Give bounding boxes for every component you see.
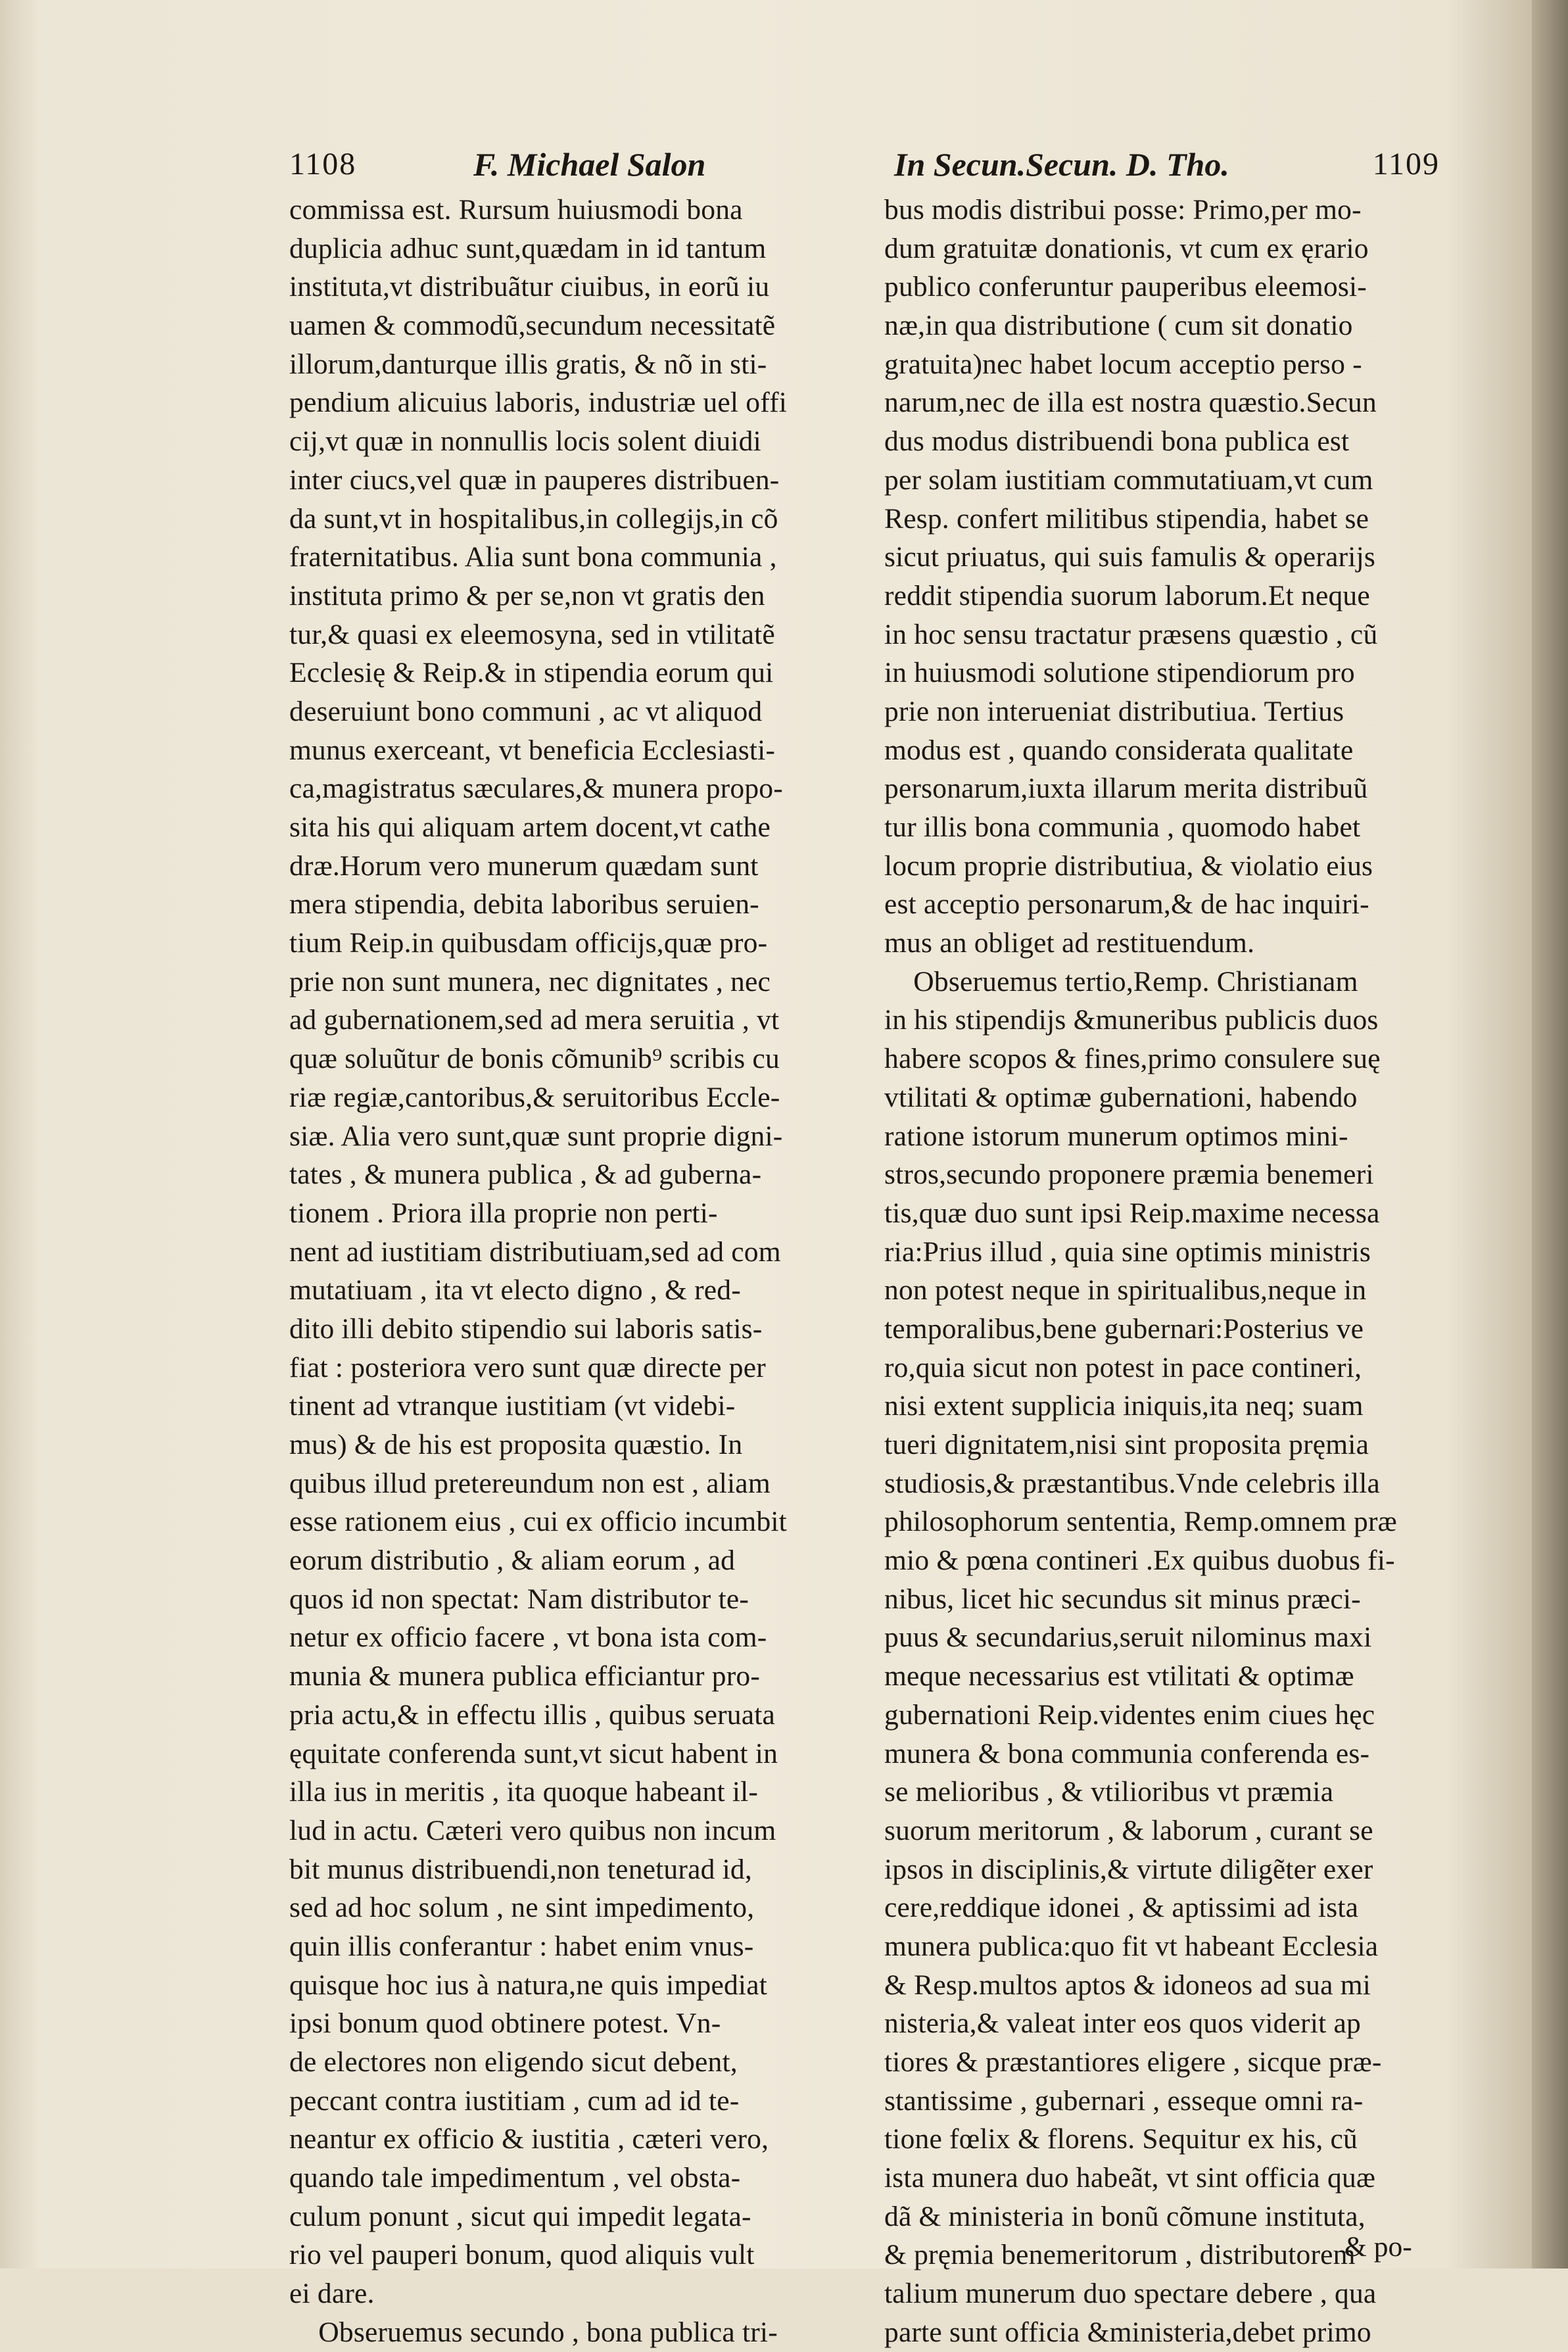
text-line: tione fœlix & florens. Sequitur ex his, cũ bbox=[884, 2123, 1358, 2155]
text-line: tium Reip.in quibusdam officijs,quæ pro- bbox=[289, 927, 768, 959]
text-line: ipsos in disciplinis,& virtute diligẽter exer bbox=[884, 1853, 1373, 1885]
text-line: est acceptio personarum,& de hac inquiri- bbox=[884, 888, 1369, 921]
running-title-right: In Secun.Secun. D. Tho. bbox=[894, 146, 1229, 183]
text-line: dus modus distribuendi bona publica est bbox=[884, 425, 1350, 458]
text-line: sed ad hoc solum , ne sint impedimento, bbox=[289, 1892, 755, 1924]
text-line: illa ius in meritis , ita quoque habeant il- bbox=[289, 1776, 759, 1808]
text-column-left bbox=[289, 191, 835, 2352]
text-line: in hoc sensu tractatur præsens quæstio , cũ bbox=[884, 618, 1378, 650]
text-line: rio vel pauperi bonum, quod aliquis vult bbox=[289, 2239, 755, 2271]
text-line: riæ regiæ,cantoribus,& seruitoribus Eccle- bbox=[289, 1081, 780, 1113]
text-line: da sunt,vt in hospitalibus,in collegijs,in cõ bbox=[289, 502, 778, 535]
text-line: suorum meritorum , & laborum , curant se bbox=[884, 1814, 1373, 1846]
text-line: modus est , quando considerata qualitate bbox=[884, 734, 1354, 766]
text-line: tueri dignitatem,nisi sint proposita pręmia bbox=[884, 1429, 1369, 1460]
text-line: gubernationi Reip.videntes enim ciues hęc bbox=[884, 1698, 1375, 1731]
text-line: inter ciucs,vel quæ in pauperes distribuen- bbox=[289, 464, 780, 496]
text-line: lud in actu. Cæteri vero quibus non incum bbox=[289, 1814, 776, 1846]
text-line: se melioribus , & vtilioribus vt præmia bbox=[884, 1776, 1334, 1808]
text-line: non potest neque in spiritualibus,neque in bbox=[884, 1274, 1367, 1307]
text-line: reddit stipendia suorum laborum.Et neque bbox=[884, 579, 1370, 612]
page-number-left: 1108 bbox=[289, 147, 357, 181]
page-number-right: 1109 bbox=[1372, 147, 1440, 181]
text-line: netur ex officio facere , vt bona ista com- bbox=[289, 1621, 767, 1654]
text-line: studiosis,& præstantibus.Vnde celebris illa bbox=[884, 1467, 1381, 1499]
text-line: & pręmia benemeritorum , distributorem bbox=[884, 2239, 1356, 2271]
text-line: dum gratuitæ donationis, vt cum ex ęrario bbox=[884, 232, 1369, 264]
text-line: philosophorum sententia, Remp.omnem præ bbox=[884, 1506, 1397, 1538]
text-line: temporalibus,bene gubernari:Posterius ve bbox=[884, 1312, 1364, 1345]
text-line: sicut priuatus, qui suis famulis & operarijs bbox=[884, 541, 1376, 573]
text-line: dã & ministeria in bonũ cõmune instituta, bbox=[884, 2200, 1366, 2232]
text-line: prie non sunt munera, nec dignitates , nec bbox=[289, 965, 771, 997]
text-line: nibus, licet hic secundus sit minus præci- bbox=[884, 1583, 1361, 1615]
text-line: tiores & præstantiores eligere , sicque præ- bbox=[884, 2046, 1382, 2078]
text-column-right bbox=[884, 191, 1430, 2352]
text-line: dito illi debito stipendio sui laboris satis- bbox=[289, 1312, 763, 1345]
text-line: dræ.Horum vero munerum quædam sunt bbox=[289, 850, 759, 882]
text-line: prie non interueniat distributiua. Tertius bbox=[884, 695, 1344, 727]
text-line: quibus illud pretereundum non est , aliam bbox=[289, 1467, 771, 1499]
text-line: talium munerum duo spectare debere , qua bbox=[884, 2278, 1377, 2310]
text-line: habere scopos & fines,primo consulere suę bbox=[884, 1043, 1381, 1075]
text-line: nent ad iustitiam distributiuam,sed ad com bbox=[289, 1236, 781, 1268]
text-line: mutatiuam , ita vt electo digno , & red- bbox=[289, 1274, 741, 1307]
text-line: stros,secundo proponere præmia benemeri bbox=[884, 1159, 1374, 1191]
text-line: munus exerceant, vt beneficia Ecclesiasti- bbox=[289, 734, 776, 766]
text-line: ęquitate conferenda sunt,vt sicut habent in bbox=[289, 1737, 778, 1769]
text-line: tionem . Priora illa proprie non perti- bbox=[289, 1197, 718, 1229]
text-line: vtilitati & optimæ gubernationi, habendo bbox=[884, 1081, 1358, 1113]
text-line: duplicia adhuc sunt,quædam in id tantum bbox=[289, 232, 767, 264]
text-line: & Resp.multos aptos & idoneos ad sua mi bbox=[884, 1969, 1371, 2001]
text-line: ei dare. bbox=[289, 2278, 375, 2310]
text-line: Obseruemus secundo , bona publica tri- bbox=[289, 2316, 778, 2348]
text-line: de electores non eligendo sicut debent, bbox=[289, 2046, 738, 2078]
text-line: fiat : posteriora vero sunt quæ directe per bbox=[289, 1351, 766, 1383]
text-line: peccant contra iustitiam , cum ad id te- bbox=[289, 2084, 740, 2117]
text-line: nisi extent supplicia iniquis,ita neq; suam bbox=[884, 1390, 1364, 1422]
text-line: quos id non spectat: Nam distributor te- bbox=[289, 1583, 749, 1615]
text-line: bit munus distribuendi,non teneturad id, bbox=[289, 1853, 752, 1885]
text-line: Ecclesię & Reip.& in stipendia eorum qui bbox=[289, 657, 774, 689]
text-line: tinent ad vtranque iustitiam (vt videbi- bbox=[289, 1390, 736, 1422]
text-line: mera stipendia, debita laboribus seruien- bbox=[289, 888, 759, 921]
text-line: in huiusmodi solutione stipendiorum pro bbox=[884, 657, 1355, 689]
text-line: mus an obliget ad restituendum. bbox=[884, 927, 1255, 959]
text-line: tur,& quasi ex eleemosyna, sed in vtilitatẽ bbox=[289, 618, 775, 650]
text-line: næ,in qua distributione ( cum sit donatio bbox=[884, 310, 1353, 342]
text-line: ca,magistratus sæculares,& munera propo- bbox=[289, 773, 783, 805]
text-line: ipsi bonum quod obtinere potest. Vn- bbox=[289, 2007, 721, 2040]
text-line: nisteria,& valeat inter eos quos viderit ap bbox=[884, 2007, 1361, 2040]
text-line: eorum distributio , & aliam eorum , ad bbox=[289, 1545, 736, 1577]
text-line: siæ. Alia vero sunt,quæ sunt proprie digni- bbox=[289, 1120, 783, 1152]
text-line: parte sunt officia &ministeria,debet primo bbox=[884, 2316, 1371, 2348]
text-line: puus & secundarius,seruit nilominus maxi bbox=[884, 1621, 1372, 1654]
text-line: narum,nec de illa est nostra quæstio.Secun bbox=[884, 387, 1377, 419]
page-edge-shadow bbox=[1532, 0, 1568, 2268]
text-line: quæ soluũtur de bonis cõmunib⁹ scribis cu bbox=[289, 1043, 780, 1075]
text-line: locum proprie distributiua, & violatio eius bbox=[884, 850, 1373, 882]
text-line: per solam iustitiam commutatiuam,vt cum bbox=[884, 464, 1373, 496]
text-line: ad gubernationem,sed ad mera seruitia , vt bbox=[289, 1004, 780, 1036]
text-line: culum ponunt , sicut qui impedit legata- bbox=[289, 2200, 751, 2232]
text-line: munia & munera publica efficiantur pro- bbox=[289, 1660, 761, 1692]
text-line: tis,quæ duo sunt ipsi Reip.maxime necessa bbox=[884, 1197, 1380, 1229]
text-line: quin illis conferantur : habet enim vnus- bbox=[289, 1930, 754, 1962]
page-header bbox=[289, 141, 1460, 187]
text-line: esse rationem eius , cui ex officio incumbit bbox=[289, 1506, 787, 1538]
text-line: illorum,danturque illis gratis, & nõ in sti- bbox=[289, 348, 767, 380]
text-line: tur illis bona communia , quomodo habet bbox=[884, 811, 1361, 843]
text-line: sita his qui aliquam artem docent,vt cathe bbox=[289, 811, 771, 843]
text-line: ista munera duo habeãt, vt sint officia quæ bbox=[884, 2162, 1376, 2194]
text-line: Obseruemus tertio,Remp. Christianam bbox=[884, 965, 1358, 997]
text-line: cere,reddique idonei , & aptissimi ad ista bbox=[884, 1892, 1359, 1924]
text-line: ratione istorum munerum optimos mini- bbox=[884, 1120, 1348, 1152]
text-line: deseruiunt bono communi , ac vt aliquod bbox=[289, 695, 763, 727]
text-line: uamen & commodũ,secundum necessitatẽ bbox=[289, 310, 776, 342]
text-line: munera & bona communia conferenda es- bbox=[884, 1737, 1370, 1769]
text-line: instituta primo & per se,non vt gratis den bbox=[289, 579, 765, 612]
text-line: quisque hoc ius à natura,ne quis impediat bbox=[289, 1969, 767, 2001]
text-line: gratuita)nec habet locum acceptio perso - bbox=[884, 348, 1362, 380]
text-line: munera publica:quo fit vt habeant Ecclesia bbox=[884, 1930, 1379, 1962]
text-line: tates , & munera publica , & ad guberna- bbox=[289, 1159, 762, 1191]
text-line: ria:Prius illud , quia sine optimis ministris bbox=[884, 1236, 1371, 1268]
text-line: in his stipendijs &muneribus publicis duos bbox=[884, 1004, 1379, 1036]
text-line: meque necessarius est vtilitati & optimæ bbox=[884, 1660, 1354, 1692]
text-line: mio & pœna contineri .Ex quibus duobus fi- bbox=[884, 1545, 1395, 1577]
text-line: pria actu,& in effectu illis , quibus seruata bbox=[289, 1698, 776, 1731]
text-line: instituta,vt distribuãtur ciuibus, in eorũ iu bbox=[289, 271, 770, 303]
text-line: personarum,iuxta illarum merita distribuũ bbox=[884, 773, 1368, 805]
text-line: cij,vt quæ in nonnullis locis solent diuidi bbox=[289, 425, 761, 458]
text-line: ro,quia sicut non potest in pace contineri, bbox=[884, 1351, 1362, 1383]
text-line: stantissime , gubernari , esseque omni ra- bbox=[884, 2084, 1364, 2117]
text-line: mus) & de his est proposita quæstio. In bbox=[289, 1429, 743, 1460]
text-line: pendium alicuius laboris, industriæ uel offi bbox=[289, 387, 788, 419]
text-line: fraternitatibus. Alia sunt bona communia , bbox=[289, 541, 777, 573]
running-title-left: F. Michael Salon bbox=[473, 146, 706, 183]
text-line: quando tale impedimentum , vel obsta- bbox=[289, 2162, 741, 2194]
text-line: Resp. confert militibus stipendia, habet se bbox=[884, 502, 1369, 535]
catchword: & po- bbox=[1344, 2231, 1412, 2263]
text-line: neantur ex officio & iustitia , cæteri vero, bbox=[289, 2123, 769, 2155]
text-line: publico conferuntur pauperibus eleemosi- bbox=[884, 271, 1367, 303]
text-line: commissa est. Rursum huiusmodi bona bbox=[289, 194, 743, 226]
text-line: bus modis distribui posse: Primo,per mo- bbox=[884, 194, 1362, 226]
